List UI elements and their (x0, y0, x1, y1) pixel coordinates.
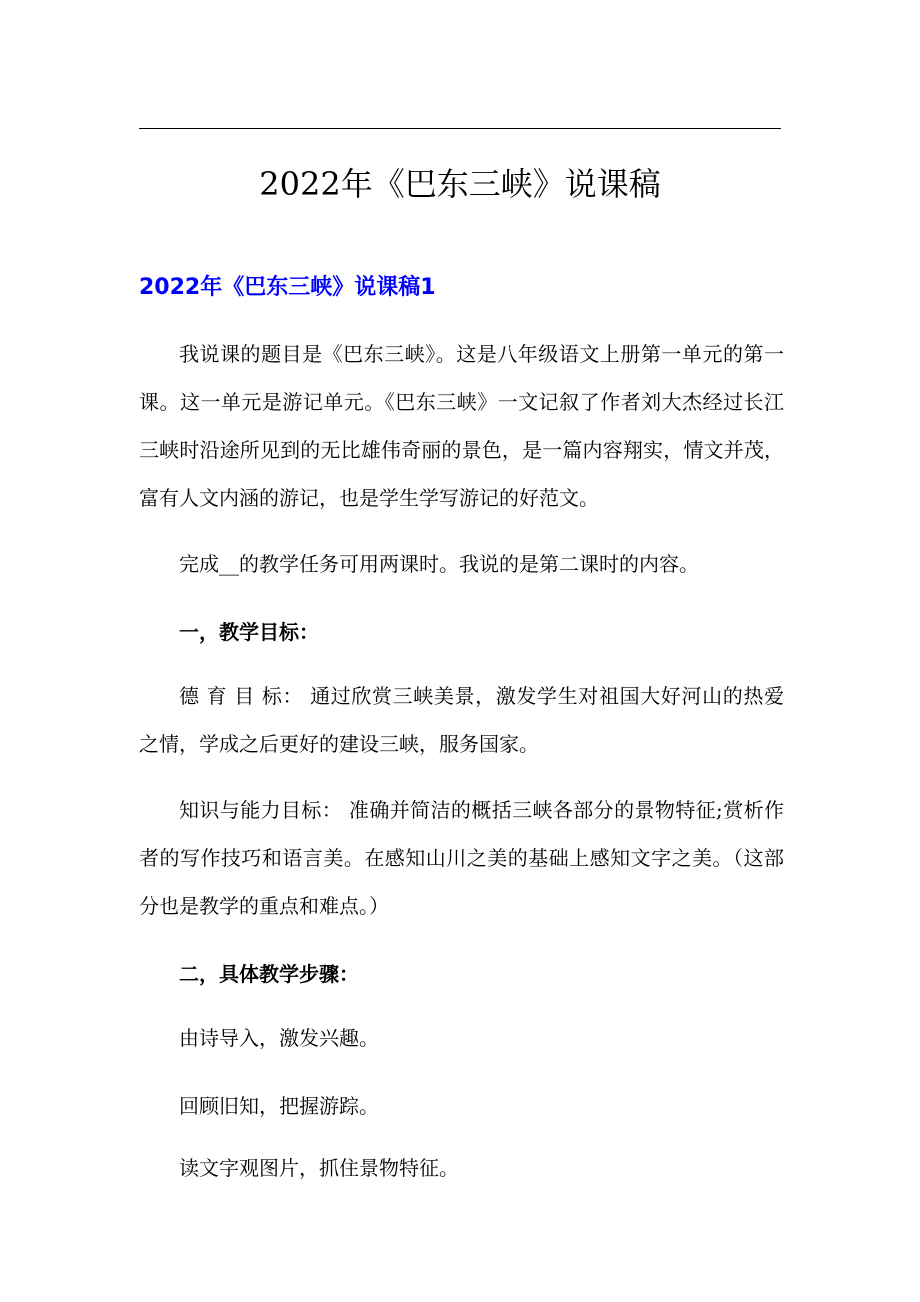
intro-paragraph: 我说课的题目是《巴东三峡》。这是八年级语文上册第一单元的第一课。这一单元是游记单元。《巴东三峡》一文记叙了作者刘大杰经过长江三峡时沿途所见到的无比雄伟奇丽的景色，是一篇内容翔实，情文并茂，富有人文内涵的游记，也是学生学写游记的好范文。 (139, 342, 784, 510)
teaching-steps-heading: 二，具体教学步骤： (179, 962, 359, 986)
step-item: 回顾旧知，把握游踪。 (179, 1094, 379, 1118)
step-item: 读文字观图片，抓住景物特征。 (179, 1156, 459, 1180)
header-rule (139, 128, 781, 129)
step-item: 由诗导入，激发兴趣。 (179, 1026, 379, 1050)
teaching-goals-heading: 一，教学目标： (179, 620, 319, 644)
moral-goal-paragraph: 德 育 目 标： 通过欣赏三峡美景，激发学生对祖国大好河山的热爱之情，学成之后更好的建设三峡，服务国家。 (139, 684, 784, 756)
knowledge-goal-paragraph: 知识与能力目标： 准确并简洁的概括三峡各部分的景物特征;赏析作者的写作技巧和语言美。在感知山川之美的基础上感知文字之美。（这部分也是教学的重点和难点。） (139, 798, 784, 918)
lesson-plan-paragraph: 完成__的教学任务可用两课时。我说的是第二课时的内容。 (179, 552, 699, 576)
section-heading: 2022年《巴东三峡》说课稿1 (139, 275, 436, 300)
document-title: 2022年《巴东三峡》说课稿 (259, 165, 661, 203)
